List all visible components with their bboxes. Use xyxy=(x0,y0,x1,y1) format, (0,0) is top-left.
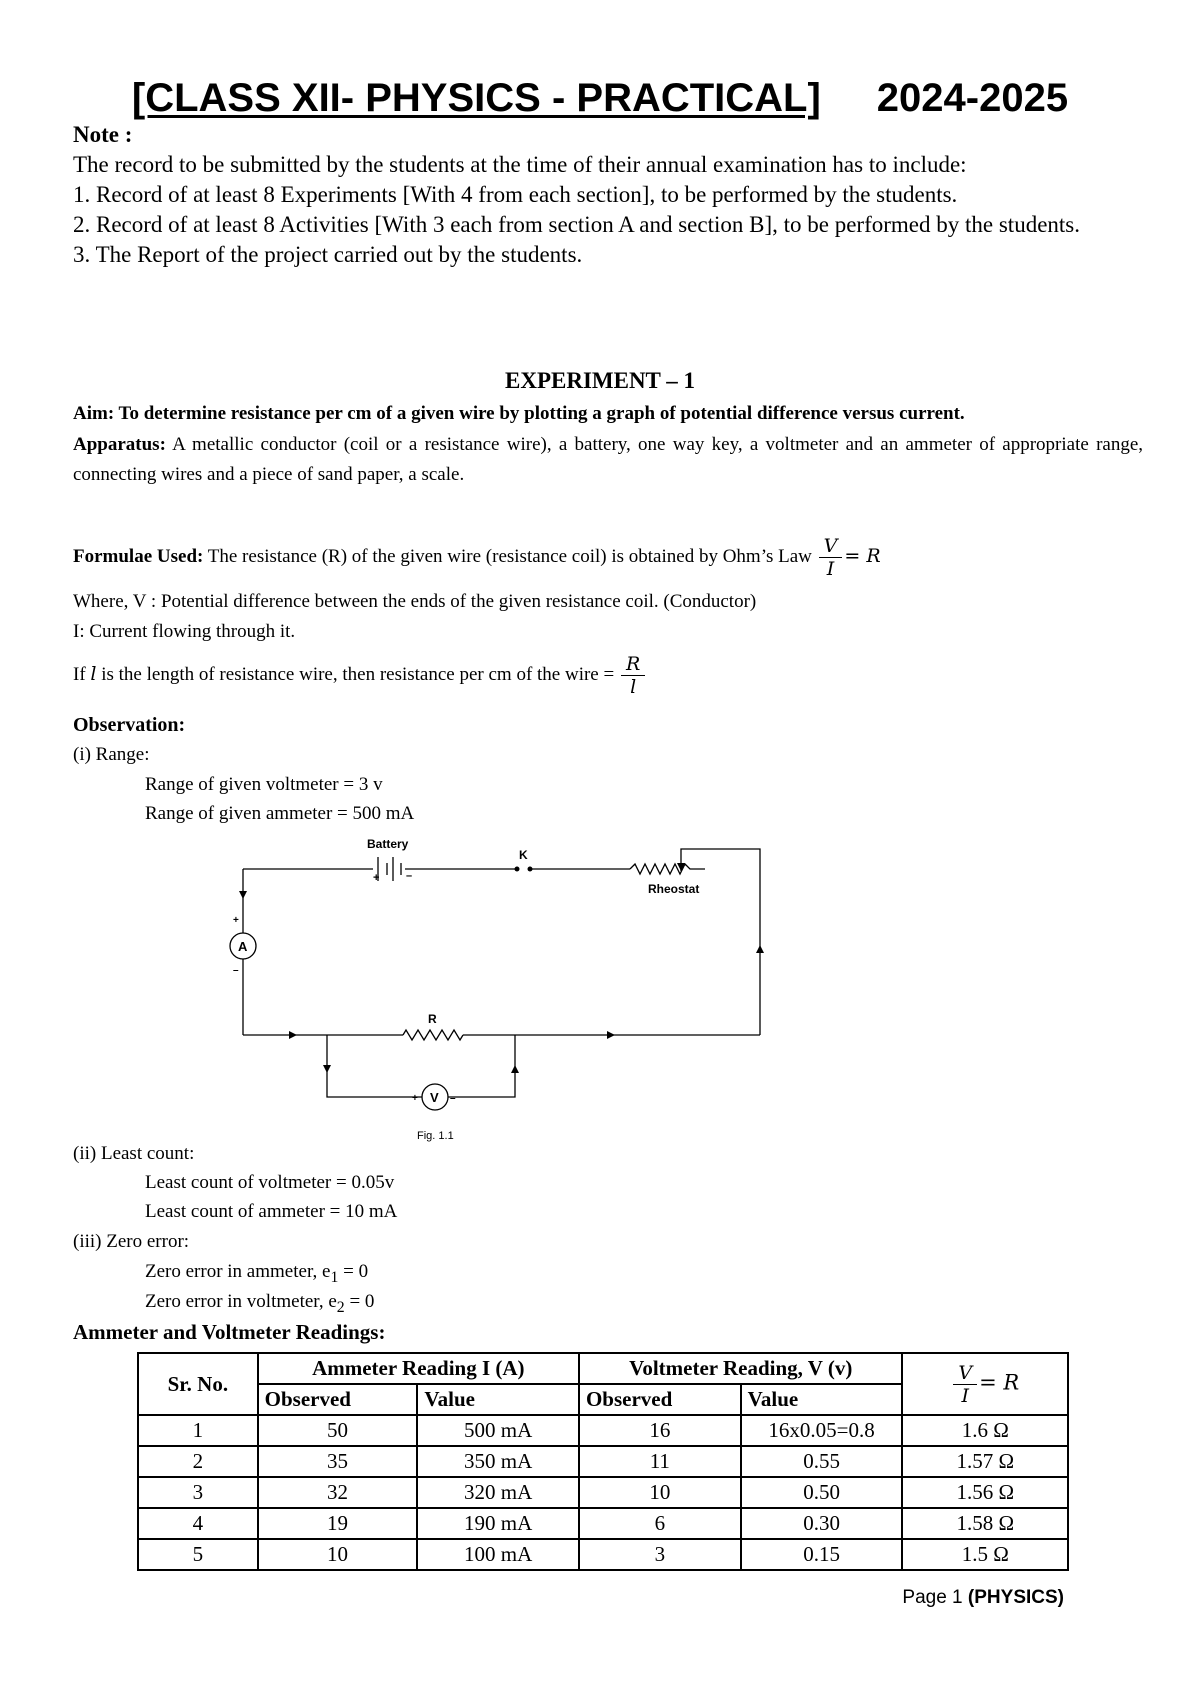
battery-label: Battery xyxy=(367,837,409,851)
cell-ammeter-value: 190 mA xyxy=(417,1508,579,1539)
apparatus-text: A metallic conductor (coil or a resistance wire), a battery, one way key, a voltmeter and an ammeter of appropriate range, connecting wires and a piece of sand paper, a scale. xyxy=(73,434,1144,485)
cell-resistance: 1.57 Ω xyxy=(902,1446,1068,1477)
note-intro: The record to be submitted by the students at the time of their annual examination has to include: xyxy=(73,152,967,177)
cell-ammeter-value: 320 mA xyxy=(417,1477,579,1508)
cell-resistance: 1.5 Ω xyxy=(902,1539,1068,1570)
range-voltmeter: Range of given voltmeter = 3 v xyxy=(145,774,383,795)
ze-ammeter xyxy=(145,1261,1200,1287)
length-var: l xyxy=(90,662,97,685)
readings-table xyxy=(137,1352,1069,1571)
ratio-denominator: I xyxy=(961,1384,969,1407)
cell-sr: 5 xyxy=(138,1539,258,1570)
least-count-label: (ii) Least count: xyxy=(73,1143,195,1164)
ze-voltmeter-val: = 0 xyxy=(344,1291,375,1312)
ohm-rhs: = R xyxy=(844,544,881,567)
cell-sr: 3 xyxy=(138,1477,258,1508)
resistor-label: R xyxy=(428,1012,437,1026)
ze-ammeter-val: = 0 xyxy=(338,1261,369,1282)
page-title xyxy=(0,74,1200,122)
note-item-1: 1. Record of at least 8 Experiments [With 4 from each section], to be performed by the students. xyxy=(73,182,958,207)
formula-line xyxy=(73,535,1143,580)
ratio-fraction xyxy=(953,1362,977,1407)
cell-resistance: 1.58 Ω xyxy=(902,1508,1068,1539)
observation-label: Observation: xyxy=(73,714,186,736)
formula-text: The resistance (R) of the given wire (resistance coil) is obtained by Ohm’s Law xyxy=(207,545,812,567)
col-ammeter-value: Value xyxy=(417,1384,579,1415)
voltmeter-plus-sign: + xyxy=(412,1093,418,1104)
ze-voltmeter-sub: 2 xyxy=(336,1298,345,1316)
ammeter-symbol: A xyxy=(238,939,248,954)
footer-page: Page 1 xyxy=(902,1587,963,1608)
ratio-numerator: V xyxy=(953,1362,977,1385)
where-i-line: I: Current flowing through it. xyxy=(73,621,296,642)
cell-voltmeter-value: 0.50 xyxy=(741,1477,903,1508)
table-row xyxy=(138,1415,1068,1446)
lc-ammeter: Least count of ammeter = 10 mA xyxy=(145,1201,398,1222)
ohm-denominator: I xyxy=(826,558,835,580)
note-label: Note : xyxy=(73,122,133,147)
cell-voltmeter-value: 16x0.05=0.8 xyxy=(741,1415,903,1446)
cell-voltmeter-value: 0.55 xyxy=(741,1446,903,1477)
table-row xyxy=(138,1446,1068,1477)
zero-error-label: (iii) Zero error: xyxy=(73,1231,190,1252)
lc-voltmeter: Least count of voltmeter = 0.05v xyxy=(145,1172,395,1193)
ohm-fraction xyxy=(819,535,843,580)
col-ammeter-observed: Observed xyxy=(258,1384,418,1415)
experiment-apparatus xyxy=(73,430,1143,490)
cell-voltmeter-observed: 10 xyxy=(579,1477,741,1508)
cell-voltmeter-observed: 16 xyxy=(579,1415,741,1446)
ze-ammeter-sub: 1 xyxy=(330,1268,339,1286)
range-label: (i) Range: xyxy=(73,744,150,765)
col-voltmeter-value: Value xyxy=(741,1384,903,1415)
length-text: is the length of resistance wire, then resistance per cm of the wire = xyxy=(101,663,615,685)
formula-label: Formulae Used: xyxy=(73,545,204,567)
table-row xyxy=(138,1508,1068,1539)
note-item-3: 3. The Report of the project carried out by the students. xyxy=(73,242,583,267)
cell-ammeter-observed: 10 xyxy=(258,1539,418,1570)
voltmeter-symbol: V xyxy=(430,1090,439,1105)
ze-voltmeter xyxy=(145,1291,1200,1317)
length-fraction xyxy=(621,653,645,698)
figure-caption: Fig. 1.1 xyxy=(417,1130,454,1142)
apparatus-label: Apparatus: xyxy=(73,434,166,455)
col-sr-no: Sr. No. xyxy=(138,1353,258,1415)
ohm-numerator: V xyxy=(819,535,843,558)
cell-ammeter-observed: 19 xyxy=(258,1508,418,1539)
cell-sr: 2 xyxy=(138,1446,258,1477)
ammeter-minus-sign: – xyxy=(233,965,239,976)
cell-voltmeter-value: 0.30 xyxy=(741,1508,903,1539)
cell-sr: 1 xyxy=(138,1415,258,1446)
length-numerator: R xyxy=(621,653,645,676)
note-item-2: 2. Record of at least 8 Activities [With 3 each from section A and section B], to be performed by the students. xyxy=(73,212,1080,237)
ze-ammeter-text: Zero error in ammeter, e xyxy=(145,1261,331,1282)
rheostat-label: Rheostat xyxy=(648,882,700,896)
table-row xyxy=(138,1539,1068,1570)
circuit-diagram xyxy=(225,835,805,1145)
col-voltmeter: Voltmeter Reading, V (v) xyxy=(579,1353,903,1384)
footer-subject: (PHYSICS) xyxy=(967,1587,1064,1608)
cell-voltmeter-observed: 3 xyxy=(579,1539,741,1570)
title-main: [CLASS XII- PHYSICS - PRACTICAL] xyxy=(131,76,821,120)
experiment-aim: Aim: To determine resistance per cm of a given wire by plotting a graph of potential difference versus current. xyxy=(73,403,965,424)
cell-resistance: 1.6 Ω xyxy=(902,1415,1068,1446)
cell-ammeter-observed: 50 xyxy=(258,1415,418,1446)
page-footer xyxy=(902,1587,1064,1609)
cell-ammeter-value: 100 mA xyxy=(417,1539,579,1570)
col-ammeter: Ammeter Reading I (A) xyxy=(258,1353,579,1384)
cell-resistance: 1.56 Ω xyxy=(902,1477,1068,1508)
cell-ammeter-observed: 35 xyxy=(258,1446,418,1477)
length-denominator: l xyxy=(630,676,637,698)
readings-heading: Ammeter and Voltmeter Readings: xyxy=(73,1320,386,1344)
length-pre: If xyxy=(73,663,86,685)
cell-voltmeter-observed: 11 xyxy=(579,1446,741,1477)
title-year: 2024-2025 xyxy=(876,76,1069,120)
cell-sr: 4 xyxy=(138,1508,258,1539)
experiment-heading: EXPERIMENT – 1 xyxy=(505,368,695,393)
ammeter-plus-sign: + xyxy=(233,915,239,926)
battery-plus-sign: + xyxy=(373,872,380,884)
col-ratio xyxy=(902,1353,1068,1415)
ze-voltmeter-text: Zero error in voltmeter, e xyxy=(145,1291,337,1312)
cell-ammeter-value: 350 mA xyxy=(417,1446,579,1477)
cell-voltmeter-observed: 6 xyxy=(579,1508,741,1539)
cell-ammeter-value: 500 mA xyxy=(417,1415,579,1446)
cell-ammeter-observed: 32 xyxy=(258,1477,418,1508)
col-voltmeter-observed: Observed xyxy=(579,1384,741,1415)
range-ammeter: Range of given ammeter = 500 mA xyxy=(145,803,415,824)
cell-voltmeter-value: 0.15 xyxy=(741,1539,903,1570)
where-v-line: Where, V : Potential difference between the ends of the given resistance coil. (Conductor) xyxy=(73,591,757,612)
voltmeter-minus-sign: – xyxy=(450,1093,456,1104)
ratio-rhs: = R xyxy=(979,1369,1020,1394)
length-line xyxy=(73,653,1143,698)
table-row xyxy=(138,1477,1068,1508)
key-label: K xyxy=(519,848,528,862)
note-section xyxy=(73,120,1143,270)
battery-minus-sign: – xyxy=(406,870,413,882)
